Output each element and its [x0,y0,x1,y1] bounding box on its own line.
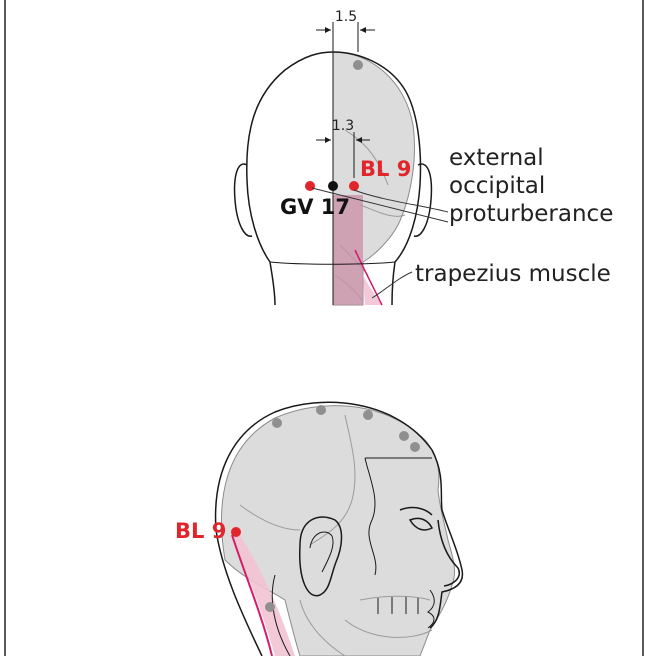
side-gray-point-6 [265,602,275,612]
back-ear-right [414,164,431,236]
label-external: external [449,145,544,171]
back-gv17-label: GV 17 [280,195,351,219]
back-bl9-left-point [305,181,315,191]
side-gray-point-4 [399,431,409,441]
back-bl9-label: BL 9 [360,157,412,181]
side-bl9-label: BL 9 [175,519,227,543]
side-gray-point-3 [363,410,373,420]
side-gray-point-1 [272,418,282,428]
side-gray-point-5 [410,442,420,452]
back-gv17-point [328,181,338,191]
label-trapezius: trapezius muscle [415,261,611,287]
label-protuberance: proturberance [449,201,614,227]
dimension-inner-label: 1.3 [331,118,355,134]
back-bl9-right-point [349,181,359,191]
side-skull [222,406,455,656]
back-ear-left [235,164,252,236]
dimension-top [316,22,375,52]
side-view-head [216,402,463,656]
side-gray-point-2 [316,405,326,415]
label-occipital: occipital [449,173,546,199]
side-bl9-point [231,527,241,537]
dimension-top-label: 1.5 [334,9,358,25]
back-gray-point [353,60,363,70]
